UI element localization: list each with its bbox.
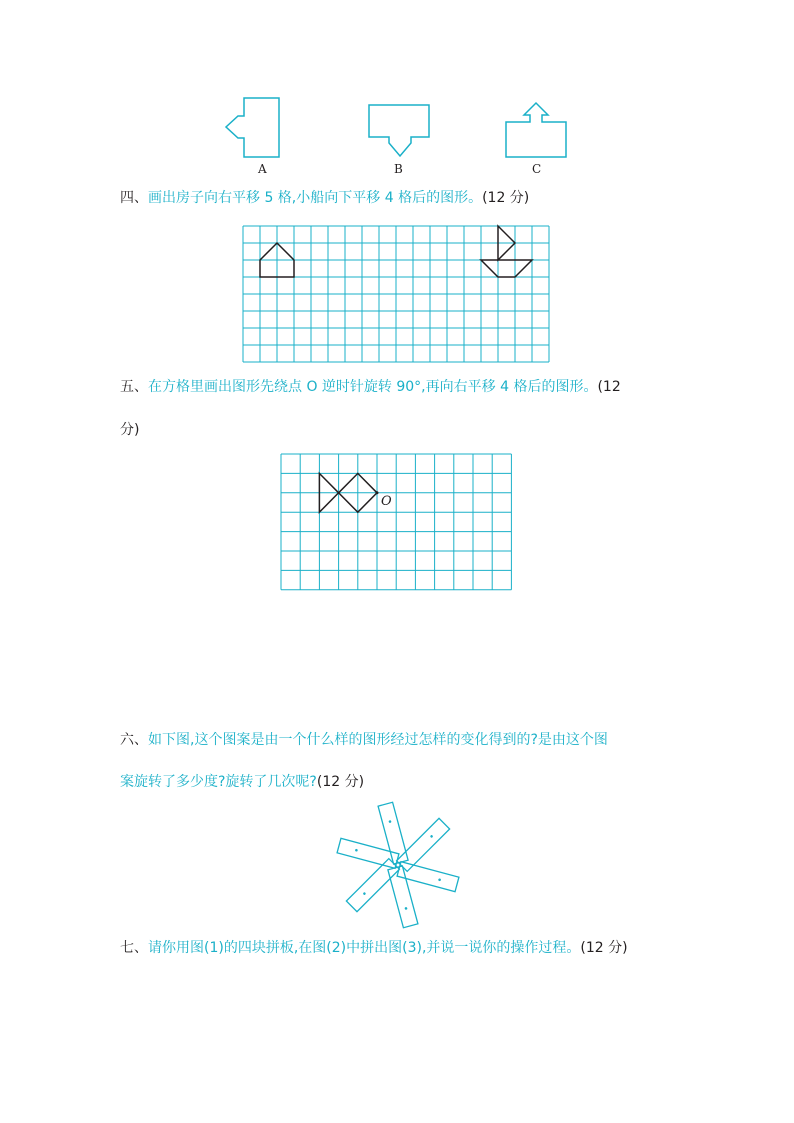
pinwheel-dot [355,849,358,852]
question-6-line1 [120,730,608,750]
question-4 [120,188,529,208]
question-number: 六、 [120,732,148,748]
question-text: 如下图,这个图案是由一个什么样的图形经过怎样的变化得到的?是由这个图 [148,732,608,748]
pinwheel-dot [438,878,441,881]
question-5 [120,377,621,397]
pinwheel-dot [388,820,391,823]
shape-c [503,101,569,161]
question-number: 七、 [120,940,148,956]
pinwheel-figure [328,806,468,926]
shape-b [367,103,431,159]
question-6-line2 [120,772,364,792]
shape-b-label: B [394,162,403,176]
pinwheel-blade [388,866,418,928]
point-o-label: O [381,494,392,509]
question-7 [120,938,628,958]
pinwheel-dot [363,892,367,896]
question-number: 四、 [120,190,148,206]
question-points: (12 分) [316,774,365,790]
shape-a [222,97,282,159]
shape-a-label: A [258,162,267,176]
pinwheel-blade [378,802,408,864]
question-number: 五、 [120,379,148,395]
question-points: (12 分) [482,190,530,206]
pinwheel-blade [337,838,399,868]
question-text: 在方格里画出图形先绕点 O 逆时针旋转 90°,再向右平移 4 格后的图形。 [148,379,598,395]
question-points: (12 [597,379,621,395]
question-5-points-cont: 分) [120,422,140,438]
boat-figure [481,226,532,277]
question-text: 画出房子向右平移 5 格,小船向下平移 4 格后的图形。 [148,190,483,206]
question-points: (12 分) [580,940,628,956]
pinwheel-blade [397,862,459,892]
pinwheel-dot [404,907,407,910]
question-text: 案旋转了多少度?旋转了几次呢? [120,774,317,790]
grid-lines [281,454,511,590]
shape-c-label: C [532,162,542,176]
pinwheel-dot [430,835,434,839]
grid-lines [243,226,549,362]
grid-q5 [281,454,513,590]
rotation-point [376,491,379,494]
question-text: 请你用图(1)的四块拼板,在图(2)中拼出图(3),并说一说你的操作过程。 [148,940,581,956]
grid-q4 [243,226,549,362]
